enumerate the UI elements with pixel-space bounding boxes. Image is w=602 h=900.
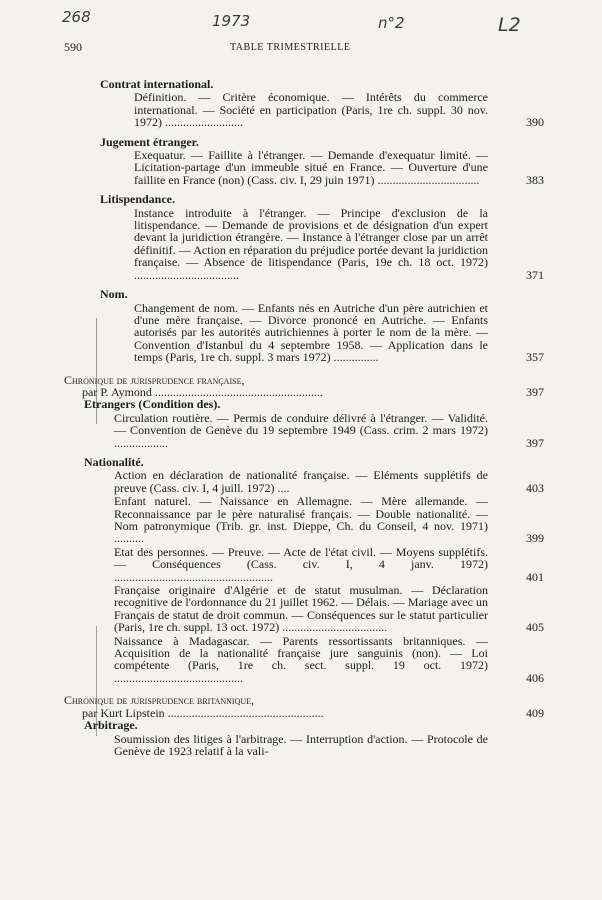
section-heading: Contrat international. [100,77,214,91]
section-heading: Nom. [100,287,128,302]
section-group [64,719,510,757]
page-ref: 406 [526,670,544,685]
chronicle-french [64,372,544,399]
entry-text: Naissance à Madagascar. — Parents ressortissants britanniques. — Acquisition de la nationalité française jure sanguinis (non). — Loi compétente (Paris, 1re ch. sect. suppl. 19 oct. 1972) ........................................... [114,633,488,685]
entry-text: Etat des personnes. — Preuve. — Acte de l'état civil. — Moyens supplétifs. — Conséquences (Cass. civ. I, 4 janv. 1972) ..................................................... [114,544,488,584]
handwritten-note: L2 [498,14,521,36]
section-heading: Litispendance. [100,192,176,207]
handwritten-note: 1973 [212,12,251,30]
entry-text: Changement de nom. — Enfants nés en Autriche d'un père autrichien et d'une mère française. — Divorce prononcé en Autriche. — Enfants autorisés par les autorités autrichiennes à porter le nom de la mère. — Convention d'Istanbul du 4 septembre 1958. — Application dans le temps (Paris, 1re ch. suppl. 3 mars 1972) ............... [134,300,488,365]
entry-text: Exequatur. — Faillite à l'étranger. — Demande d'exequatur limité. — Licitation-partage d'un immeuble situé en France. — Ouverture d'une faillite en France (non) (Cass. civ. I, 29 juin 1971) .................................. [134,148,488,187]
page-ref: 390 [526,115,544,130]
page-ref: 371 [526,267,544,282]
handwritten-note: n°2 [378,14,405,32]
index-entry [84,494,544,546]
index-entry [100,300,544,365]
entry-text: Française originaire d'Algérie et de statut musulman. — Déclaration recognitive de l'ordonnance du 21 juillet 1962. — Délais. — Mariage avec un Français de statut de droit commun. — Conséquences sur le statut particulier (Paris, 1re ch. suppl. 13 oct. 1972) ................................... [114,583,488,635]
index-entry [84,468,544,495]
chronicle-british [64,693,544,720]
index-entry [84,583,544,635]
page-ref: 357 [526,350,544,365]
section-group [64,397,544,685]
section-heading: Jugement étranger. [100,134,199,149]
chronicle-author: par P. Aymond ........................................................ [82,384,323,399]
index-body [64,77,544,758]
index-entry [84,633,544,685]
page-ref: 401 [526,569,544,584]
page-ref: 397 [526,435,544,450]
page-ref: 383 [526,172,544,187]
handwritten-note: 268 [62,8,91,26]
index-entry [84,733,510,758]
page-ref: 409 [526,705,544,720]
index-entry [84,544,544,584]
entry-text: Instance introduite à l'étranger. — Principe d'exclusion de la litispendance. — Demande de provisions et de désignation d'un expert devant la juridiction étrangère. — Instance à l'étranger close par un arrêt définitif. — Action en réparation du préjudice portée devant la juridiction française. — Absence de litispendance (Paris, 19e ch. 18 oct. 1972) ................................... [134,205,488,282]
section-heading: Etrangers (Condition des). [84,397,221,412]
section-heading: Nationalité. [84,454,144,469]
section-heading: Arbitrage. [84,718,138,733]
page-ref: 403 [526,480,544,495]
index-entry [100,205,544,282]
entry-text: Définition. — Critère économique. — Intérêts du commerce international. — Société en participation (Paris, 1re ch. suppl. 30 nov. 1972) .......................... [134,90,488,130]
section-group [64,77,544,365]
page-ref: 397 [526,384,544,399]
entry-text: Action en déclaration de nationalité française. — Eléments supplétifs de preuve (Cass. civ. I, 4 juill. 1972) .... [114,468,488,495]
page-number: 590 [64,40,82,54]
index-entry [84,410,544,450]
index-entry [100,90,544,130]
index-entry [100,148,544,187]
chronicle-title: Chronique de jurisprudence française, [64,372,245,387]
entry-text: Circulation routière. — Permis de conduire délivré à l'étranger. — Validité. — Convention de Genève du 19 septembre 1949 (Cass. crim. 2 mars 1972) .................. [114,410,488,450]
chronicle-author: par Kurt Lipstein .................................................... [82,705,324,720]
entry-text: Enfant naturel. — Naissance en Allemagne. — Mère allemande. — Reconnaissance par le père naturalisé français. — Double nationalité. — Nom patronymique (Trib. gr. inst. Dieppe, Ch. du Conseil, 4 nov. 1971) .......... [114,494,488,546]
page-ref: 399 [526,531,544,546]
running-head: TABLE TRIMESTRIELLE [230,42,351,53]
page-ref: 405 [526,620,544,635]
entry-text: Soumission des litiges à l'arbitrage. — Interruption d'action. — Protocole de Genève de 1923 relatif à la vali- [114,731,488,758]
chronicle-title: Chronique de jurisprudence britannique, [64,693,255,708]
